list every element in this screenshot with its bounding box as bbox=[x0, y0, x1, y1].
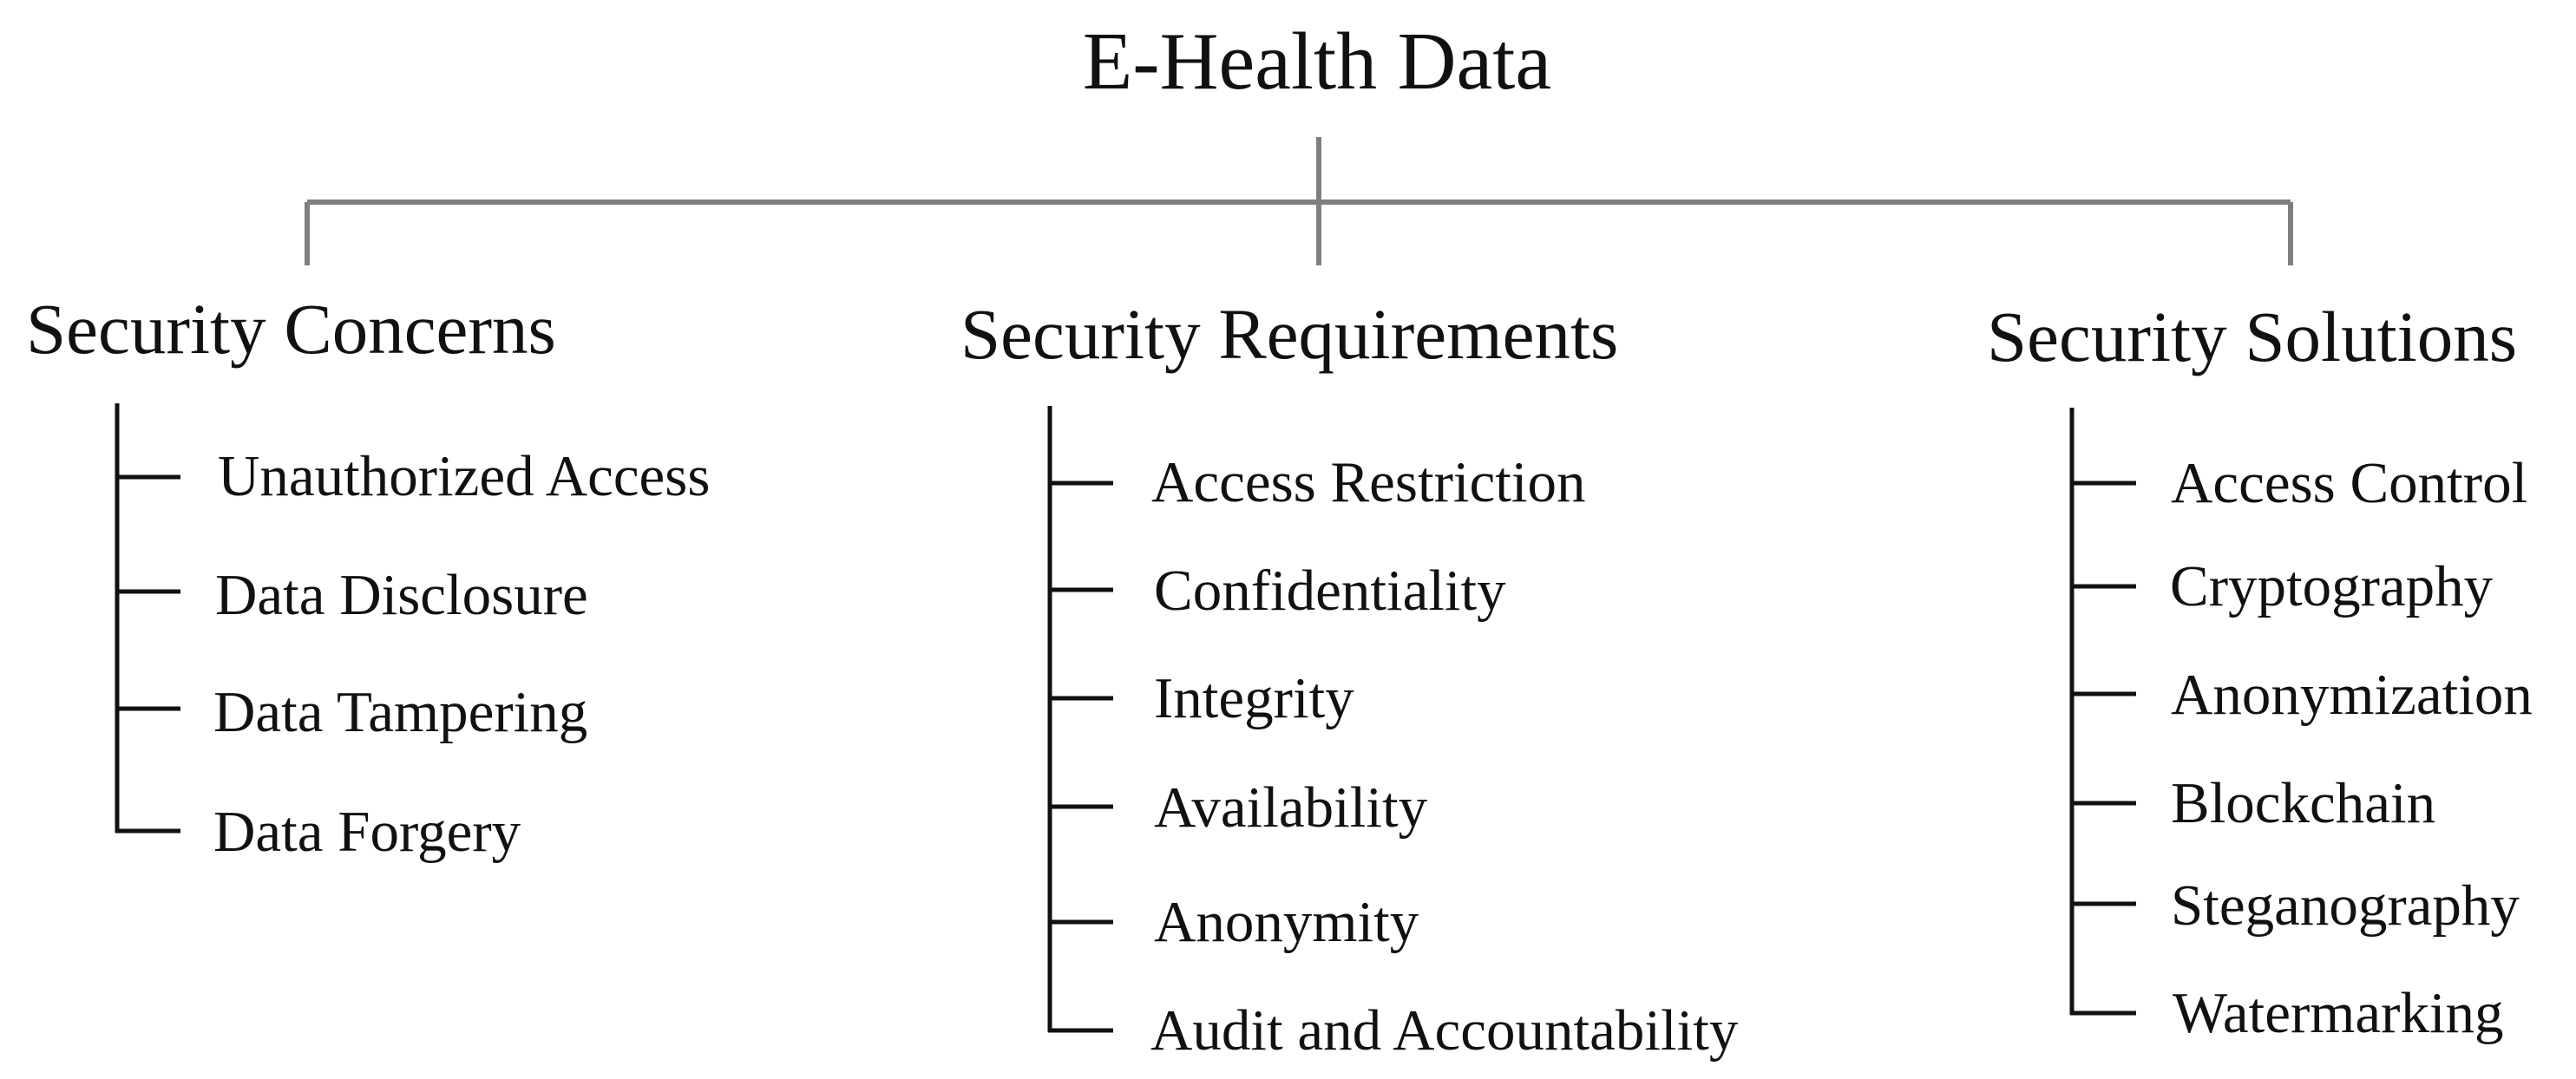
list-item: Access Restriction bbox=[1151, 450, 1586, 514]
list-item: Availability bbox=[1154, 775, 1428, 840]
list-item: Data Tampering bbox=[213, 680, 588, 744]
branch-security-requirements bbox=[960, 294, 1739, 1063]
branch-security-solutions bbox=[1987, 297, 2533, 1045]
root-title: E-Health Data bbox=[1082, 16, 1552, 107]
list-item: Confidentiality bbox=[1154, 559, 1506, 623]
list-item: Audit and Accountability bbox=[1150, 998, 1739, 1063]
list-item: Watermarking bbox=[2173, 981, 2504, 1045]
branch-heading-solutions: Security Solutions bbox=[1987, 297, 2517, 376]
list-item: Integrity bbox=[1154, 666, 1354, 730]
list-item: Anonymization bbox=[2171, 663, 2533, 727]
list-item: Data Forgery bbox=[213, 800, 521, 864]
branch-heading-requirements: Security Requirements bbox=[960, 294, 1619, 374]
list-item: Anonymity bbox=[1154, 890, 1419, 954]
root-connector bbox=[307, 137, 2291, 265]
branch-heading-concerns: Security Concerns bbox=[26, 289, 556, 369]
list-item: Unauthorized Access bbox=[218, 444, 711, 508]
list-item: Cryptography bbox=[2170, 554, 2494, 618]
list-item: Steganography bbox=[2171, 873, 2520, 938]
list-item: Data Disclosure bbox=[215, 563, 588, 627]
list-item: Access Control bbox=[2171, 451, 2528, 515]
branch-security-concerns bbox=[26, 289, 710, 864]
list-item: Blockchain bbox=[2171, 771, 2436, 835]
